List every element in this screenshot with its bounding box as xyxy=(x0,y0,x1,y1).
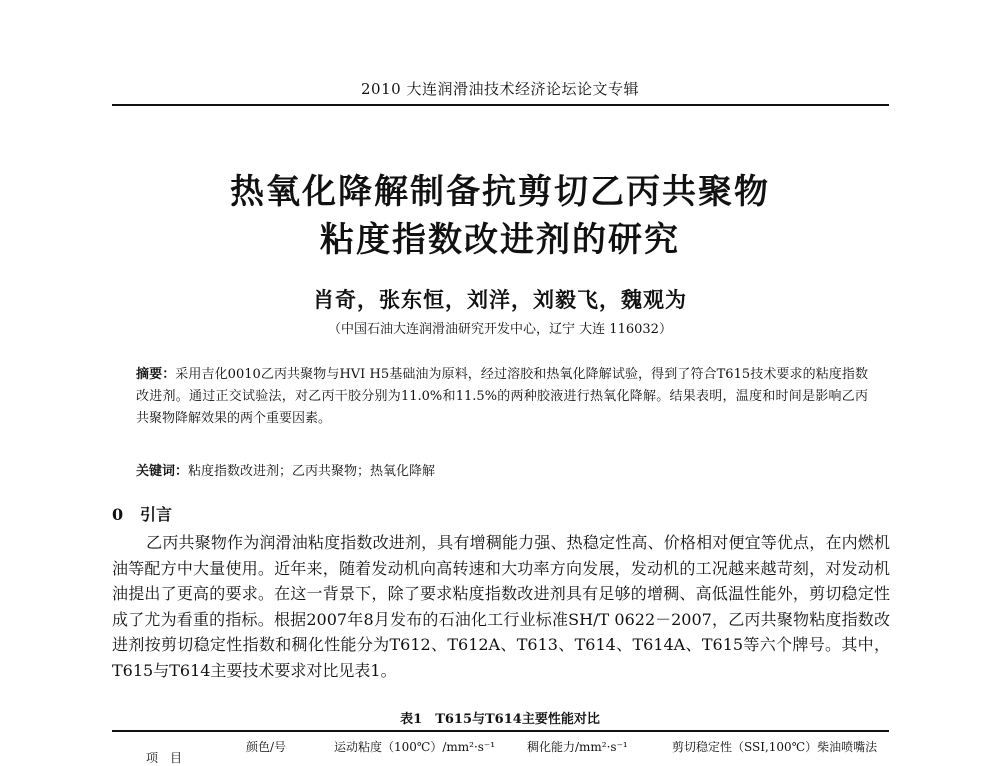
section-title: 引言 xyxy=(140,505,173,524)
header-rule xyxy=(112,104,889,106)
table-header-color: 颜色/号 xyxy=(246,740,287,754)
body-paragraph-text: 乙丙共聚物作为润滑油粘度指数改进剂，具有增稠能力强、热稳定性高、价格相对便宜等优点，在内燃机油等配方中大量使用。近年来，随着发动机向高转速和大功率方向发展，发动机的工况越来越苛刻，对发动机油提出了更高的要求。在这一背景下，除了要求粘度指数改进剂具有足够的增稠、高低温性能外，剪切稳定性成了尤为看重的指标。根据2007年8月发布的石油化工行业标准SH/T 0622－2007，乙丙共聚物粘度指数改进剂按剪切稳定性指数和稠化性能分为T612、T612A、T613、T614、T614A、T615等六个牌号。其中，T615与T614主要技术要求对比见表1。 xyxy=(112,533,890,680)
table-header-viscosity: 运动粘度（100℃）/mm²·s⁻¹ xyxy=(334,740,496,754)
abstract-label: 摘要： xyxy=(136,367,176,382)
journal-header: 2010 大连润滑油技术经济论坛论文专辑 xyxy=(361,80,639,98)
abstract xyxy=(136,364,868,430)
keywords-text: 粘度指数改进剂；乙丙共聚物；热氧化降解 xyxy=(188,464,436,479)
table-header-item: 项 目 xyxy=(146,751,183,765)
table-top-rule xyxy=(112,730,889,732)
table-caption: 表1 T615与T614主要性能对比 xyxy=(400,712,600,727)
paper-title-line-2: 粘度指数改进剂的研究 xyxy=(320,220,680,260)
body-paragraph xyxy=(112,530,890,683)
table-header-thickening: 稠化能力/mm²·s⁻¹ xyxy=(527,740,628,754)
keywords-label: 关键词： xyxy=(136,464,189,479)
table-header-shear-stability: 剪切稳定性（SSI,100℃）柴油喷嘴法 xyxy=(672,740,878,754)
section-heading xyxy=(112,502,172,525)
paper-title-line-1: 热氧化降解制备抗剪切乙丙共聚物 xyxy=(230,172,770,212)
section-number: 0 xyxy=(112,505,124,524)
abstract-text: 采用吉化0010乙丙共聚物与HVI H5基础油为原料，经过溶胶和热氧化降解试验，得到了符合T615技术要求的粘度指数改进剂。通过正交试验法，对乙丙干胶分别为11.0%和11.5%的两种胶液进行热氧化降解。结果表明，温度和时间是影响乙丙共聚物降解效果的两个重要因素。 xyxy=(136,367,868,426)
affiliation: （中国石油大连润滑油研究开发中心，辽宁 大连 116032） xyxy=(328,322,672,337)
keywords xyxy=(136,460,868,479)
author-list: 肖奇，张东恒，刘洋，刘毅飞，魏观为 xyxy=(313,287,687,312)
